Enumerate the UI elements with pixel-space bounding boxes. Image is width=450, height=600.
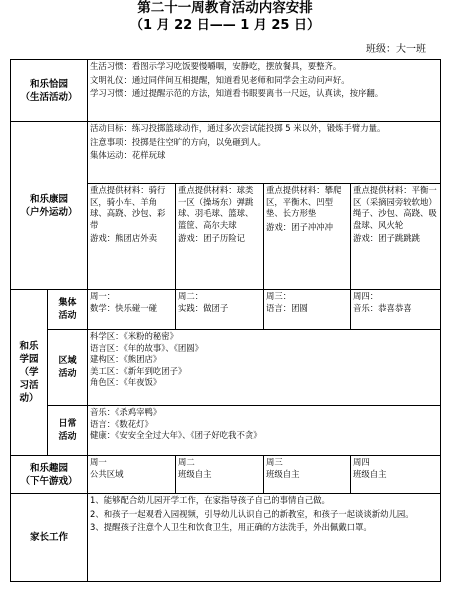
daily-activity-content xyxy=(88,406,441,456)
date-range: （1 月 22 日—— 1 月 25 日） xyxy=(130,18,320,33)
zone-game: 游戏：熊团店外卖 xyxy=(90,233,158,244)
day-content: 音乐：恭喜恭喜 xyxy=(353,302,412,313)
area-item: 角色区：《年夜饭》 xyxy=(90,377,162,388)
day-label: 周三： xyxy=(266,291,292,301)
area-item: 美工区：《新年到吃团子》 xyxy=(90,365,187,376)
group-day-cell xyxy=(88,290,176,330)
parents-content xyxy=(88,494,441,582)
day-label: 周三 xyxy=(266,457,283,467)
area-item: 语言区：《年的故事》、《团圆》 xyxy=(90,342,204,353)
parents-label: 家长工作 xyxy=(11,494,88,582)
afternoon-day-cell xyxy=(264,456,351,494)
zone-materials: 重点提供材料：骑行区，骑小车、羊角球、高跷、沙包、彩带 xyxy=(90,185,166,230)
study-daily-row xyxy=(11,406,441,456)
daily-activity-label xyxy=(48,406,88,456)
outdoor-goal-row xyxy=(11,122,441,184)
study-label-line1: 和乐 xyxy=(19,341,39,352)
daily-item: 健康：《安安全全过大年》、《团子好吃我不贪》 xyxy=(90,430,262,441)
afternoon-label-line2: （下午游戏） xyxy=(20,475,78,487)
study-label-line2: 学园 xyxy=(19,354,39,365)
outdoor-zone-cell xyxy=(176,184,264,290)
zone-game: 游戏：团子跳跳跳 xyxy=(353,233,421,244)
day-label: 周四 xyxy=(353,457,370,467)
area-activity-label xyxy=(48,330,88,406)
day-label: 周一 xyxy=(90,457,107,467)
outdoor-zone-cell xyxy=(264,184,351,290)
group-day-cell xyxy=(351,290,441,330)
outdoor-label xyxy=(11,122,88,290)
day-content: 数学：快乐碰一碰 xyxy=(90,302,158,313)
day-label: 周一： xyxy=(90,291,116,301)
study-group-row xyxy=(11,290,441,330)
life-item: 生活习惯：看图示学习吃饭要慢嚼咽，安静吃，摆放餐具，要整齐。 xyxy=(90,61,342,71)
day-content: 班级自主 xyxy=(353,468,387,479)
parents-row xyxy=(11,494,441,582)
outdoor-note: 注意事项：投掷是往空旷的方向，以免砸到人。 xyxy=(90,136,266,147)
parents-item: 1、能够配合幼儿园开学工作，在家指导孩子自己的事情自己做。 xyxy=(90,495,330,505)
area-label-line1: 区域 xyxy=(58,355,77,366)
daily-label-line2: 活动 xyxy=(58,431,77,442)
daily-item: 音乐：《杀鸡宰鸭》 xyxy=(90,407,162,417)
life-content xyxy=(88,60,441,122)
area-label-line2: 活动 xyxy=(58,368,77,379)
group-label-line2: 活动 xyxy=(58,310,77,321)
outdoor-label-line2: （户外运动） xyxy=(20,206,78,218)
schedule-table xyxy=(10,59,441,582)
life-item: 学习习惯：通过提醒示范的方法，知道看书眼要离书一尺远，认真读，按序翻。 xyxy=(90,88,384,99)
daily-label-line1: 日常 xyxy=(58,418,77,429)
day-content: 语言：团圆 xyxy=(266,302,308,313)
parents-item: 2、和孩子一起观看入园视频，引导幼儿认识自己的新教室，和孩子一起谈谈新幼儿园。 xyxy=(90,508,414,519)
class-label: 班级： xyxy=(366,44,396,55)
group-day-cell xyxy=(176,290,264,330)
daily-item: 语言：《数花灯》 xyxy=(90,418,153,429)
life-label xyxy=(11,60,88,122)
outdoor-group-game: 集体运动：花样玩球 xyxy=(90,150,166,161)
zone-materials: 重点提供材料：球类一区（操场东）弹跳球、羽毛球、篮球、篮筐、高尔夫球 xyxy=(178,185,254,230)
afternoon-label xyxy=(11,456,88,494)
area-activity-content xyxy=(88,330,441,406)
afternoon-day-cell xyxy=(176,456,264,494)
group-label-line1: 集体 xyxy=(58,297,77,308)
study-area-row xyxy=(11,330,441,406)
outdoor-zone-cell xyxy=(88,184,176,290)
afternoon-day-cell xyxy=(88,456,176,494)
day-content: 班级自主 xyxy=(178,468,212,479)
afternoon-row xyxy=(11,456,441,494)
life-label-line1: 和乐恰园 xyxy=(30,78,69,90)
area-item: 建构区：《熊团店》 xyxy=(90,354,162,365)
day-content: 公共区域 xyxy=(90,468,124,479)
outdoor-zone-cell xyxy=(351,184,441,290)
day-content: 实践：做团子 xyxy=(178,302,229,313)
day-content: 班级自主 xyxy=(266,468,300,479)
life-label-line2: （生活活动） xyxy=(20,91,78,103)
zone-game: 游戏：团子冲冲冲 xyxy=(266,221,334,232)
day-label: 周二： xyxy=(178,291,204,301)
study-label-line3: （学 xyxy=(19,367,39,378)
group-activity-label xyxy=(48,290,88,330)
class-info xyxy=(366,44,426,56)
document-title: 第二十一周教育活动内容安排 xyxy=(137,0,313,16)
day-label: 周四： xyxy=(353,291,379,301)
afternoon-day-cell xyxy=(351,456,441,494)
group-day-cell xyxy=(264,290,351,330)
outdoor-label-line1: 和乐康园 xyxy=(30,193,69,205)
zone-game: 游戏：团子历险记 xyxy=(178,233,246,244)
zone-materials: 重点提供材料：攀爬区，平衡木、凹型垫、长方形垫 xyxy=(266,185,342,219)
study-label xyxy=(11,290,48,456)
class-name: 大一班 xyxy=(396,44,426,55)
outdoor-overview xyxy=(88,122,441,184)
day-label: 周二 xyxy=(178,457,195,467)
zone-materials: 重点提供材料：平衡一区（采摘园旁较软地）绳子、沙包、高跷、吸盘球、风火轮 xyxy=(353,185,437,230)
outdoor-goal: 活动目标：练习投掷篮球动作，通过多次尝试能投掷 5 米以外，锻炼手臂力量。 xyxy=(90,123,386,133)
life-row xyxy=(11,60,441,122)
life-item: 文明礼仪：通过同伴间互相提醒，知道看见老师和同学会主动问声好。 xyxy=(90,74,350,85)
afternoon-label-line1: 和乐趣园 xyxy=(30,462,69,474)
study-label-line4: 习活 xyxy=(19,380,39,391)
area-item: 科学区：《米粉的秘密》 xyxy=(90,331,178,341)
study-label-line5: 动） xyxy=(19,393,39,404)
parents-item: 3、提醒孩子注意个人卫生和饮食卫生，用正确的方法洗手，外出佩戴口罩。 xyxy=(90,522,372,533)
